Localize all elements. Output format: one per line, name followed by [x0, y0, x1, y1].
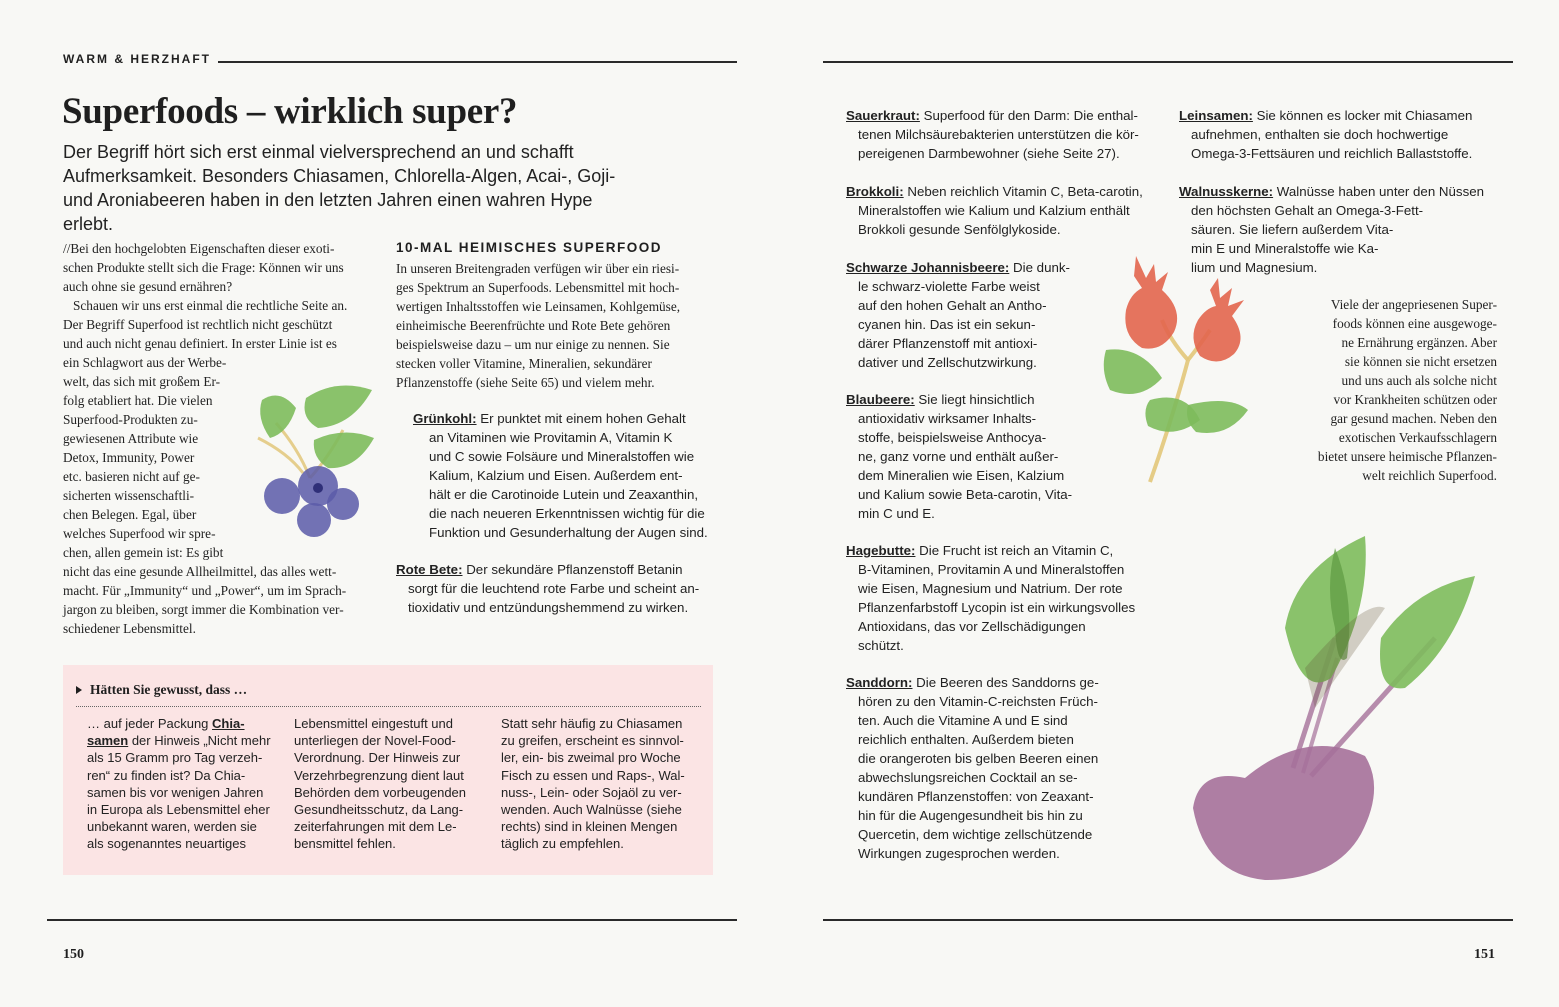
body-line: sie können sie nicht ersetzen	[1344, 354, 1497, 369]
entry-first-line	[846, 258, 1070, 277]
entry-line: le schwarz-violette Farbe weist	[858, 279, 1040, 294]
entry-term: Schwarze Johannisbeere:	[846, 260, 1010, 275]
entry-line: hin für die Augengesundheit bis hin zu	[858, 808, 1083, 823]
body-line: jargon zu bleiben, sorgt immer die Kombination ver-	[63, 602, 344, 617]
entry-term: Leinsamen:	[1179, 108, 1253, 123]
body-line: welt, das sich mit großem Er-	[63, 374, 221, 389]
entry-line: samen bis vor wenigen Jahren	[87, 784, 264, 800]
entry-line: min E und Mineralstoffe wie Ka-	[1191, 241, 1379, 256]
entry-text: Walnüsse haben unter den Nüssen	[1273, 184, 1485, 199]
body-line: welt reichlich Superfood.	[1362, 468, 1497, 483]
body-line: Schauen wir uns erst einmal die rechtliche Seite an.	[73, 298, 348, 313]
body-line: Superfood-Produkten zu-	[63, 412, 198, 427]
body-line: etc. basieren nicht auf ge-	[63, 469, 200, 484]
entry-blaubeere	[846, 390, 1072, 523]
entry-text: Neben reichlich Vitamin C, Beta-carotin,	[903, 184, 1143, 199]
body-line: //Bei den hochgelobten Eigenschaften dieser exoti-	[63, 241, 335, 256]
body-line: auch ohne sie gesund ernähren?	[63, 279, 233, 294]
entry-line: täglich zu empfehlen.	[501, 836, 624, 852]
entry-term: Blaubeere:	[846, 392, 915, 407]
footer-rule-left	[47, 919, 737, 921]
entry-text: Die Beeren des Sanddorns ge-	[912, 675, 1099, 690]
info-box-heading: Hätten Sie gewusst, dass …	[90, 682, 248, 697]
body-line: ein Schlagwort aus der Werbe-	[63, 355, 227, 370]
header-rule-left	[218, 61, 737, 63]
entry-line: pereigenen Darmbewohner (siehe Seite 27).	[858, 146, 1120, 161]
entry-sanddorn	[846, 673, 1099, 863]
page-number-right: 151	[1474, 947, 1495, 962]
body-line: chen, allen gemein ist: Es gibt	[63, 545, 224, 560]
blueberry-illustration	[248, 378, 378, 543]
entry-line: Verzehrbegrenzung dient laut	[294, 767, 464, 783]
entry-line: schützt.	[858, 638, 904, 653]
entry-line: cyanen hin. Das ist ein sekun-	[858, 317, 1036, 332]
entry-line: nuss-, Lein- oder Sojaöl zu ver-	[501, 784, 682, 800]
entry-term: Grünkohl:	[413, 411, 477, 426]
entry-line: ler, ein- bis zweimal pro Woche	[501, 750, 681, 766]
entry-rote-bete	[396, 560, 699, 617]
entry-line: Kalium, Kalzium und Eisen. Außerdem ent-	[429, 468, 683, 483]
body-line: einheimische Beerenfrüchte und Rote Bete gehören	[396, 318, 671, 333]
body-line: sicherten wissenschaftli-	[63, 488, 195, 503]
entry-line: rechts) sind in kleinen Mengen	[501, 819, 678, 835]
entry-line: den höchsten Gehalt an Omega-3-Fett-	[1191, 203, 1424, 218]
entry-line: Verordnung. Der Hinweis zur	[294, 750, 461, 766]
entry-line: reichlich enthalten. Außerdem bieten	[858, 732, 1074, 747]
body-line: In unseren Breitengraden verfügen wir über ein riesi-	[396, 261, 680, 276]
entry-term: Walnusskerne:	[1179, 184, 1274, 199]
entry-line: B-Vitaminen, Provitamin A und Mineralstoffen	[858, 562, 1125, 577]
entry-term: Sauerkraut:	[846, 108, 920, 123]
entry-line: tioxidativ und entzündungshemmend zu wirken.	[408, 600, 689, 615]
entry-text: Er punktet mit einem hohen Gehalt	[476, 411, 686, 426]
body-line: ne Ernährung ergänzen. Aber	[1341, 335, 1497, 350]
entry-line: die nach neueren Erkenntnissen wichtig für die	[429, 506, 705, 521]
info-box-divider	[76, 706, 701, 707]
entry-text: … auf jeder Packung	[87, 716, 213, 731]
body-line: gar gesund machen. Neben den	[1330, 411, 1497, 426]
entry-line: aufnehmen, enthalten sie doch hochwertige	[1191, 127, 1449, 142]
entry-term: Chia-	[212, 716, 245, 731]
entry-first-line	[413, 409, 708, 428]
entry-first-line	[846, 541, 1135, 560]
entry-first-line	[1179, 182, 1484, 201]
entry-sauerkraut	[846, 106, 1139, 163]
entry-line: die orangeroten bis gelben Beeren einen	[858, 751, 1099, 766]
body-line: Der Begriff Superfood ist rechtlich nicht geschützt	[63, 317, 333, 332]
entry-schwarze-johannisbeere	[846, 258, 1070, 372]
body-line: folg etabliert hat. Die vielen	[63, 393, 213, 408]
body-line: Detox, Immunity, Power	[63, 450, 195, 465]
entry-term: Brokkoli:	[846, 184, 904, 199]
entry-line: ne, ganz vorne und enthält außer-	[858, 449, 1059, 464]
entry-line: zeiterfahrungen mit dem Le-	[294, 819, 457, 835]
entry-line: als 15 Gramm pro Tag verzeh-	[87, 750, 263, 766]
entry-line: abwechslungsreichen Cocktail an se-	[858, 770, 1078, 785]
body-line: exotischen Verkaufsschlagern	[1338, 430, 1497, 445]
footer-rule-right	[823, 919, 1513, 921]
body-line: bietet unsere heimische Pflanzen-	[1317, 449, 1497, 464]
body-line: beispielsweise dazu – um nur einige zu nennen. Sie	[396, 337, 670, 352]
entry-line: Wirkungen zugesprochen werden.	[858, 846, 1060, 861]
info-box-col1	[87, 715, 271, 853]
entry-line: min C und E.	[858, 506, 935, 521]
page-title: Superfoods – wirklich super?	[62, 91, 518, 132]
entry-line: antioxidativ wirksamer Inhalts-	[858, 411, 1037, 426]
entry-line: tenen Milchsäurebakterien unterstützen die kör-	[858, 127, 1139, 142]
entry-first-line	[846, 182, 1143, 201]
entry-line: Fisch zu essen und Raps-, Wal-	[501, 767, 685, 783]
entry-line: lium und Magnesium.	[1191, 260, 1318, 275]
entry-line: kundären Pflanzenstoffen: von Zeaxant-	[858, 789, 1094, 804]
entry-line: wie Eisen, Magnesium und Natrium. Der rote	[858, 581, 1123, 596]
entry-line: dem Mineralien wie Eisen, Kalzium	[858, 468, 1065, 483]
body-line: ges Spektrum an Superfoods. Lebensmittel mit hoch-	[396, 280, 680, 295]
body-line: und auch nicht genau definiert. In erster Linie ist es	[63, 336, 337, 351]
entry-text: Superfood für den Darm: Die enthal-	[919, 108, 1138, 123]
subhead-heimisches-superfood: 10-MAL HEIMISCHES SUPERFOOD	[396, 240, 663, 255]
entry-line: und C sowie Folsäure und Mineralstoffen wie	[429, 449, 695, 464]
entry-line	[87, 732, 271, 749]
entry-line: an Vitaminen wie Provitamin A, Vitamin K	[429, 430, 673, 445]
entry-line: säuren. Sie liefern außerdem Vita-	[1191, 222, 1394, 237]
closing-paragraph	[1275, 295, 1497, 485]
entry-line: zu greifen, erscheint es sinnvol-	[501, 733, 684, 749]
entry-line: als sogenanntes neuartiges	[87, 836, 247, 852]
header-rule-right	[823, 61, 1513, 63]
page-number-left: 150	[63, 947, 84, 962]
entry-line: hält er die Carotinoide Lutein und Zeaxanthin,	[429, 487, 699, 502]
entry-line: ren“ zu finden ist? Da Chia-	[87, 767, 246, 783]
entry-line: bensmittel fehlen.	[294, 836, 396, 852]
body-line: macht. Für „Immunity“ und „Power“, um im Sprach-	[63, 583, 347, 598]
rosehip-illustration	[1100, 250, 1280, 490]
entry-line: Quercetin, dem wichtige zellschützende	[858, 827, 1093, 842]
body-line: gewiesenen Attribute wie	[63, 431, 199, 446]
entry-first-line	[87, 715, 271, 732]
info-box-col2	[294, 715, 466, 853]
entry-line: und Kalium sowie Beta-carotin, Vita-	[858, 487, 1073, 502]
body-line: stecken voller Vitamine, Mineralien, sekundärer	[396, 356, 652, 371]
entry-first-line	[846, 390, 1072, 409]
section-label: WARM & HERZHAFT	[63, 52, 211, 66]
entry-text: Die Frucht ist reich an Vitamin C,	[915, 543, 1114, 558]
body-line: schen Produkte stellt sich die Frage: Können wir uns	[63, 260, 344, 275]
entry-line: Gesundheitsschutz, da Lang-	[294, 802, 464, 818]
beetroot-illustration	[1185, 528, 1485, 888]
entry-line: dativer und Zellschutzwirkung.	[858, 355, 1037, 370]
entry-first-line	[396, 560, 699, 579]
entry-line: Pflanzenfarbstoff Lycopin ist ein wirkungsvolles	[858, 600, 1136, 615]
entry-text: der Hinweis „Nicht mehr	[128, 733, 271, 749]
entry-text: Die dunk-	[1009, 260, 1070, 275]
entry-text: Sie können es locker mit Chiasamen	[1252, 108, 1473, 123]
entry-line: Statt sehr häufig zu Chiasamen	[501, 716, 683, 731]
entry-hagebutte	[846, 541, 1135, 655]
entry-leinsamen	[1179, 106, 1472, 163]
entry-first-line	[846, 673, 1099, 692]
entry-line: Funktion und Gesunderhaltung der Augen sind.	[429, 525, 708, 540]
body-line: nicht das eine gesunde Allheilmittel, das alles wett-	[63, 564, 337, 579]
entry-line: därer Pflanzenstoff mit antioxi-	[858, 336, 1038, 351]
entry-line: wenden. Auch Walnüsse (siehe	[501, 802, 682, 818]
entry-first-line	[846, 106, 1139, 125]
intro-paragraph: Der Begriff hört sich erst einmal vielversprechend an und schafft Aufmerksamkeit. Besonders Chiasamen, Chlorella-Algen, Acai-, Goji- und Aroniabeeren haben in den letzten Jahren einen wahren Hype erlebt.	[63, 142, 616, 234]
entry-text: Der sekundäre Pflanzenstoff Betanin	[462, 562, 683, 577]
body-column-mid	[396, 259, 680, 392]
entry-line: Brokkoli gesunde Senfölglykoside.	[858, 222, 1061, 237]
info-box-col3	[501, 715, 685, 853]
body-line: Viele der angepriesenen Super-	[1330, 297, 1497, 312]
entry-line: Omega-3-Fettsäuren und reichlich Ballaststoffe.	[1191, 146, 1473, 161]
entry-line: unterliegen der Novel-Food-	[294, 733, 456, 749]
entry-line: stoffe, beispielsweise Anthocya-	[858, 430, 1047, 445]
body-line: wertigen Inhaltsstoffen wie Leinsamen, Kohlgemüse,	[396, 299, 681, 314]
entry-line: unbekannt waren, werden sie	[87, 819, 257, 835]
entry-line: Behörden dem vorbeugenden	[294, 784, 467, 800]
entry-term: Rote Bete:	[396, 562, 463, 577]
entry-line: Mineralstoffen wie Kalium und Kalzium enthält	[858, 203, 1130, 218]
entry-line: Antioxidans, das vor Zellschädigungen	[858, 619, 1086, 634]
entry-term: Sanddorn:	[846, 675, 913, 690]
entry-line: ten. Auch die Vitamine A und E sind	[858, 713, 1068, 728]
body-line: welches Superfood wir spre-	[63, 526, 216, 541]
entry-line: sorgt für die leuchtend rote Farbe und scheint an-	[408, 581, 700, 596]
entry-gruenkohl	[413, 409, 708, 542]
entry-line: auf den hohen Gehalt an Antho-	[858, 298, 1047, 313]
entry-brokkoli	[846, 182, 1143, 239]
body-line: chen Belegen. Egal, über	[63, 507, 197, 522]
entry-line: in Europa als Lebensmittel eher	[87, 802, 270, 818]
body-line: schiedener Lebensmittel.	[63, 621, 196, 636]
entry-line: Lebensmittel eingestuft und	[294, 716, 453, 731]
entry-line: hören zu den Vitamin-C-reichsten Früch-	[858, 694, 1098, 709]
body-line: vor Krankheiten schützen oder	[1333, 392, 1497, 407]
entry-term: Hagebutte:	[846, 543, 916, 558]
body-line: und uns auch als solche nicht	[1341, 373, 1497, 388]
entry-first-line	[1179, 106, 1472, 125]
body-line: Pflanzenstoffe (siehe Seite 65) und vielem mehr.	[396, 375, 655, 390]
entry-text: Sie liegt hinsichtlich	[914, 392, 1035, 407]
triangle-bullet-icon	[76, 686, 82, 694]
body-line: foods können eine ausgewoge-	[1332, 316, 1497, 331]
entry-term: samen	[87, 733, 129, 749]
